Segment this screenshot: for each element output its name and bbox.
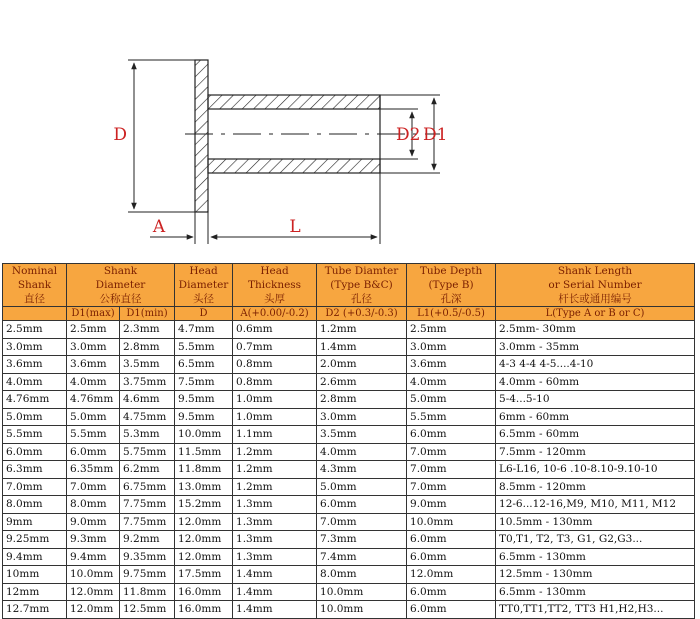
table-cell: 12.0mm [175, 513, 233, 531]
table-cell: 6.0mm [407, 426, 496, 444]
table-cell: L6-L16, 10-6 .10-8.10-9.10-10 [496, 461, 695, 479]
table-row [3, 531, 695, 549]
table-cell: 4.0mm - 60mm [496, 373, 695, 391]
table-body [3, 321, 695, 619]
table-cell: 5-4...5-10 [496, 391, 695, 409]
subheader-empty [3, 307, 67, 321]
table-cell: 4-3 4-4 4-5....4-10 [496, 356, 695, 374]
table-row [3, 356, 695, 374]
shank-top-wall [208, 95, 380, 109]
header-shank-diameter: Shank Diameter 公称直径 [67, 264, 175, 307]
table-cell: 3.0mm - 35mm [496, 338, 695, 356]
table-cell: 1.0mm [233, 408, 317, 426]
table-cell: 16.0mm [175, 583, 233, 601]
table-row [3, 391, 695, 409]
table-cell: 9.75mm [120, 566, 175, 584]
table-cell: 10.0mm [67, 566, 120, 584]
table-cell: 5.3mm [120, 426, 175, 444]
table-cell: 6.0mm [407, 531, 496, 549]
table-cell: 4.0mm [3, 373, 67, 391]
table-cell: 13.0mm [175, 478, 233, 496]
table-cell: 5.0mm [317, 478, 407, 496]
table-cell: 9.2mm [120, 531, 175, 549]
subheader-l: L(Type A or B or C) [496, 307, 695, 321]
table-cell: 2.5mm [407, 321, 496, 339]
table-cell: 5.75mm [120, 443, 175, 461]
label-l: L [289, 217, 301, 237]
table-row [3, 513, 695, 531]
table-cell: 3.0mm [317, 408, 407, 426]
table-cell: 4.3mm [317, 461, 407, 479]
table-cell: 11.5mm [175, 443, 233, 461]
header-tube-diameter: Tube Diamter (Type B&C) 孔径 [317, 264, 407, 307]
head-section [195, 60, 208, 212]
subheader-row [3, 307, 695, 321]
table-cell: 3.6mm [3, 356, 67, 374]
table-cell: 9.4mm [3, 548, 67, 566]
header-shank-length: Shank Length or Serial Number 杆长或通用编号 [496, 264, 695, 307]
table-cell: 12-6...12-16,M9, M10, M11, M12 [496, 496, 695, 514]
table-cell: 5.5mm [3, 426, 67, 444]
subheader-d: D [175, 307, 233, 321]
table-cell: 0.8mm [233, 373, 317, 391]
table-row [3, 496, 695, 514]
table-cell: 15.2mm [175, 496, 233, 514]
label-d1: D1 [423, 125, 448, 145]
header-head-thickness: Head Thickness 头厚 [233, 264, 317, 307]
table-cell: 6.0mm [317, 496, 407, 514]
table-cell: 7.0mm [317, 513, 407, 531]
table-cell: 3.75mm [120, 373, 175, 391]
table-cell: T0,T1, T2, T3, G1, G2,G3... [496, 531, 695, 549]
table-cell: 2.5mm- 30mm [496, 321, 695, 339]
subheader-a: A(+0.00/-0.2) [233, 307, 317, 321]
table-cell: 12.0mm [175, 531, 233, 549]
table-cell: 6.3mm [3, 461, 67, 479]
table-row [3, 583, 695, 601]
table-cell: 12mm [3, 583, 67, 601]
spec-table [2, 263, 695, 619]
table-cell: 6.5mm - 60mm [496, 426, 695, 444]
table-cell: 1.1mm [233, 426, 317, 444]
table-cell: 3.0mm [407, 338, 496, 356]
table-cell: 1.2mm [233, 461, 317, 479]
subheader-d2: D2 (+0.3/-0.3) [317, 307, 407, 321]
table-cell: 2.0mm [317, 356, 407, 374]
table-cell: 9.5mm [175, 408, 233, 426]
table-row [3, 548, 695, 566]
table-cell: 1.3mm [233, 496, 317, 514]
table-cell: 6.0mm [67, 443, 120, 461]
table-row [3, 338, 695, 356]
table-cell: 12.0mm [67, 583, 120, 601]
table-cell: 8.0mm [67, 496, 120, 514]
table-cell: 7.0mm [407, 478, 496, 496]
a-l-dimension [150, 173, 380, 244]
table-cell: 4.6mm [120, 391, 175, 409]
table-cell: 7.75mm [120, 513, 175, 531]
table-cell: 7.75mm [120, 496, 175, 514]
table-cell: 3.0mm [3, 338, 67, 356]
table-row [3, 426, 695, 444]
table-cell: 5.5mm [67, 426, 120, 444]
subheader-l1: L1(+0.5/-0.5) [407, 307, 496, 321]
table-cell: TT0,TT1,TT2, TT3 H1,H2,H3... [496, 601, 695, 619]
table-row [3, 566, 695, 584]
table-cell: 9.0mm [407, 496, 496, 514]
table-cell: 2.5mm [3, 321, 67, 339]
header-head-diameter: Head Diameter 头径 [175, 264, 233, 307]
table-cell: 9.3mm [67, 531, 120, 549]
table-cell: 0.6mm [233, 321, 317, 339]
table-cell: 4.0mm [407, 373, 496, 391]
table-cell: 10mm [3, 566, 67, 584]
table-cell: 9mm [3, 513, 67, 531]
header-row [3, 264, 695, 307]
table-row [3, 408, 695, 426]
table-cell: 12.0mm [407, 566, 496, 584]
table-cell: 12.5mm - 130mm [496, 566, 695, 584]
table-cell: 4.76mm [3, 391, 67, 409]
table-row [3, 373, 695, 391]
table-cell: 9.5mm [175, 391, 233, 409]
table-cell: 1.3mm [233, 531, 317, 549]
table-cell: 1.0mm [233, 391, 317, 409]
table-cell: 9.0mm [67, 513, 120, 531]
table-cell: 0.8mm [233, 356, 317, 374]
table-cell: 5.5mm [175, 338, 233, 356]
table-cell: 7.0mm [407, 443, 496, 461]
table-cell: 7.3mm [317, 531, 407, 549]
table-cell: 3.6mm [67, 356, 120, 374]
table-cell: 6.2mm [120, 461, 175, 479]
table-cell: 7.0mm [67, 478, 120, 496]
table-cell: 3.5mm [317, 426, 407, 444]
label-d: D [113, 125, 127, 145]
table-cell: 10.0mm [407, 513, 496, 531]
label-d2: D2 [396, 125, 421, 145]
table-cell: 6.0mm [407, 583, 496, 601]
table-cell: 1.3mm [233, 513, 317, 531]
table-cell: 9.25mm [3, 531, 67, 549]
table-cell: 17.5mm [175, 566, 233, 584]
table-cell: 4.0mm [317, 443, 407, 461]
table-cell: 16.0mm [175, 601, 233, 619]
table-cell: 6.5mm - 130mm [496, 548, 695, 566]
table-cell: 1.3mm [233, 548, 317, 566]
subheader-d1-max: D1(max) [67, 307, 120, 321]
table-cell: 7.5mm - 120mm [496, 443, 695, 461]
table-cell: 0.7mm [233, 338, 317, 356]
table-cell: 6mm - 60mm [496, 408, 695, 426]
table-cell: 6.75mm [120, 478, 175, 496]
table-row [3, 321, 695, 339]
table-cell: 12.5mm [120, 601, 175, 619]
table-cell: 10.0mm [317, 583, 407, 601]
table-cell: 4.76mm [67, 391, 120, 409]
table-cell: 6.35mm [67, 461, 120, 479]
table-cell: 3.0mm [67, 338, 120, 356]
table-cell: 1.4mm [233, 601, 317, 619]
table-cell: 12.0mm [67, 601, 120, 619]
table-cell: 5.0mm [3, 408, 67, 426]
table-cell: 2.8mm [317, 391, 407, 409]
table-cell: 6.0mm [3, 443, 67, 461]
d-dimension [128, 60, 195, 212]
table-cell: 8.0mm [317, 566, 407, 584]
table-cell: 7.4mm [317, 548, 407, 566]
table-cell: 5.0mm [67, 408, 120, 426]
table-row [3, 601, 695, 619]
header-nominal-shank: Nominal Shank 直径 [3, 264, 67, 307]
header-tube-depth: Tube Depth (Type B) 孔深 [407, 264, 496, 307]
rivet-section [195, 60, 380, 212]
table-cell: 1.2mm [233, 443, 317, 461]
table-cell: 2.5mm [67, 321, 120, 339]
table-cell: 5.0mm [407, 391, 496, 409]
table-cell: 5.5mm [407, 408, 496, 426]
table-cell: 1.4mm [317, 338, 407, 356]
label-a: A [152, 217, 166, 237]
table-cell: 6.0mm [407, 601, 496, 619]
table-cell: 1.2mm [317, 321, 407, 339]
table-cell: 2.3mm [120, 321, 175, 339]
shank-bottom-wall [208, 159, 380, 173]
table-cell: 11.8mm [120, 583, 175, 601]
table-cell: 10.0mm [175, 426, 233, 444]
table-cell: 9.35mm [120, 548, 175, 566]
table-cell: 7.0mm [3, 478, 67, 496]
table-cell: 4.75mm [120, 408, 175, 426]
table-row [3, 461, 695, 479]
table-cell: 6.5mm - 130mm [496, 583, 695, 601]
table-cell: 2.6mm [317, 373, 407, 391]
table-cell: 1.2mm [233, 478, 317, 496]
table-cell: 3.5mm [120, 356, 175, 374]
table-cell: 1.4mm [233, 583, 317, 601]
rivet-drawing [0, 0, 700, 262]
table-row [3, 478, 695, 496]
subheader-d1-min: D1(min) [120, 307, 175, 321]
table-cell: 4.0mm [67, 373, 120, 391]
table-cell: 1.4mm [233, 566, 317, 584]
table-cell: 2.8mm [120, 338, 175, 356]
table-cell: 3.6mm [407, 356, 496, 374]
table-cell: 10.0mm [317, 601, 407, 619]
table-cell: 8.0mm [3, 496, 67, 514]
table-cell: 9.4mm [67, 548, 120, 566]
table-cell: 7.5mm [175, 373, 233, 391]
table-cell: 4.7mm [175, 321, 233, 339]
table-cell: 6.0mm [407, 548, 496, 566]
table-cell: 6.5mm [175, 356, 233, 374]
table-row [3, 443, 695, 461]
table-cell: 12.0mm [175, 548, 233, 566]
table-cell: 7.0mm [407, 461, 496, 479]
table-cell: 8.5mm - 120mm [496, 478, 695, 496]
table-cell: 10.5mm - 130mm [496, 513, 695, 531]
table-cell: 11.8mm [175, 461, 233, 479]
table-cell: 12.7mm [3, 601, 67, 619]
